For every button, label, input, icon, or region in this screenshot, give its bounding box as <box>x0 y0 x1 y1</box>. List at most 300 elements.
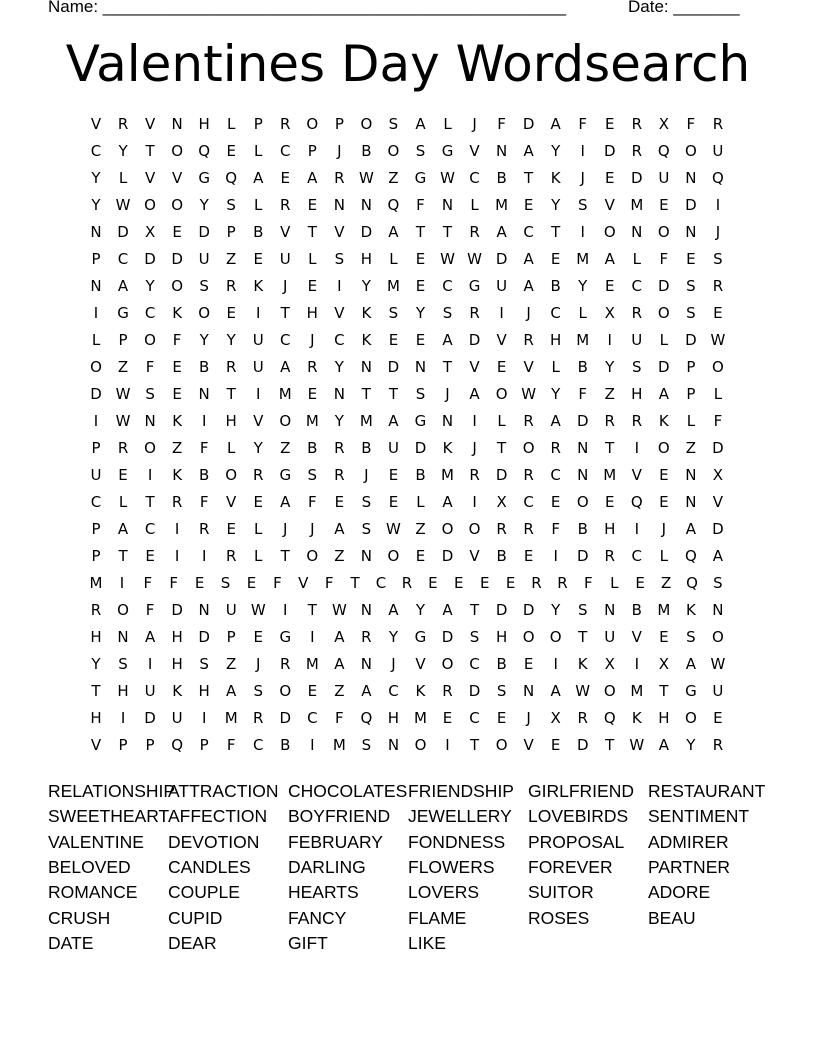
grid-row <box>84 114 744 141</box>
grid-letter: S <box>496 682 507 700</box>
word-list-item: CUPID <box>168 907 223 928</box>
grid-letter: M <box>495 196 509 214</box>
letter-grid <box>84 114 744 762</box>
grid-letter: Q <box>360 709 373 727</box>
grid-letter: O <box>144 439 156 457</box>
grid-letter: O <box>117 601 129 619</box>
grid-letter: F <box>497 115 506 133</box>
grid-letter: O <box>225 466 238 484</box>
word-list-item: FEBRUARY <box>288 831 383 852</box>
grid-letter: E <box>307 385 318 403</box>
grid-letter: E <box>388 493 399 511</box>
grid-letter: O <box>576 493 589 511</box>
word-list-item: CRUSH <box>48 907 111 928</box>
grid-letter: M <box>305 655 319 673</box>
grid-letter: X <box>144 223 156 241</box>
grid-letter: I <box>256 385 261 403</box>
grid-letter: T <box>145 142 155 160</box>
grid-letter: E <box>605 169 615 187</box>
grid-letter: Y <box>145 277 155 295</box>
grid-letter: D <box>441 547 454 565</box>
grid-letter: C <box>469 709 480 727</box>
grid-letter: A <box>361 682 372 700</box>
grid-letter: E <box>388 466 399 484</box>
grid-row <box>84 546 744 573</box>
grid-letter: N <box>360 358 372 376</box>
grid-letter: Y <box>91 655 101 673</box>
grid-letter: D <box>414 439 427 457</box>
grid-letter: B <box>361 439 372 457</box>
grid-letter: J <box>391 655 396 673</box>
grid-letter: I <box>310 736 315 754</box>
grid-row <box>84 600 744 627</box>
grid-row <box>84 330 744 357</box>
grid-letter: T <box>415 223 426 241</box>
grid-letter: J <box>445 385 450 403</box>
grid-letter: L <box>254 196 263 214</box>
grid-letter: E <box>523 655 534 673</box>
grid-letter: S <box>469 628 480 646</box>
grid-letter: E <box>550 250 561 268</box>
grid-letter: L <box>118 169 128 187</box>
grid-letter: N <box>577 439 589 457</box>
grid-letter: Y <box>551 385 561 403</box>
grid-letter: J <box>283 277 288 295</box>
grid-letter: F <box>273 574 282 592</box>
grid-letter: E <box>415 277 426 295</box>
grid-row <box>84 519 744 546</box>
grid-letter: X <box>604 304 615 322</box>
grid-letter: I <box>715 196 721 214</box>
grid-letter: D <box>279 709 292 727</box>
grid-letter: M <box>657 601 671 619</box>
grid-letter: S <box>686 277 696 295</box>
grid-letter: P <box>91 250 101 268</box>
grid-letter: E <box>550 493 561 511</box>
grid-letter: D <box>171 601 183 619</box>
grid-letter: C <box>144 520 156 538</box>
grid-letter: R <box>117 115 129 133</box>
grid-letter: N <box>631 223 643 241</box>
grid-letter: N <box>604 601 616 619</box>
grid-letter: E <box>118 466 128 484</box>
grid-letter: Y <box>253 439 263 457</box>
word-list-item: LIKE <box>408 932 446 953</box>
grid-letter: Z <box>388 169 399 187</box>
grid-letter: D <box>495 601 508 619</box>
grid-row <box>84 627 744 654</box>
grid-letter: R <box>557 574 568 592</box>
grid-letter: H <box>171 655 183 673</box>
grid-letter: Y <box>226 331 236 349</box>
word-list-item: FRIENDSHIP <box>408 781 514 801</box>
grid-letter: N <box>441 196 454 214</box>
grid-letter: Q <box>387 196 400 214</box>
grid-letter: O <box>522 628 535 646</box>
grid-letter: R <box>198 520 210 538</box>
grid-letter: D <box>495 466 508 484</box>
grid-letter: Y <box>199 331 209 349</box>
grid-row <box>84 384 744 411</box>
grid-letter: Y <box>91 169 101 187</box>
grid-letter: E <box>226 142 236 160</box>
grid-letter: E <box>605 115 615 133</box>
grid-letter: L <box>632 250 641 268</box>
grid-letter: D <box>468 682 481 700</box>
word-list-item: COUPLE <box>168 882 240 903</box>
grid-letter: E <box>280 169 290 187</box>
grid-letter: L <box>227 115 236 133</box>
grid-letter: N <box>495 142 508 160</box>
grid-letter: F <box>172 331 182 349</box>
grid-letter: N <box>90 277 102 295</box>
grid-letter: W <box>575 682 591 700</box>
grid-row <box>84 708 744 735</box>
grid-letter: N <box>117 628 129 646</box>
grid-letter: U <box>252 358 264 376</box>
grid-letter: D <box>495 250 508 268</box>
grid-letter: I <box>634 520 640 538</box>
grid-letter: U <box>712 142 724 160</box>
grid-letter: X <box>496 493 507 511</box>
word-list-item: DEAR <box>168 932 217 953</box>
grid-row <box>84 249 744 276</box>
grid-letter: J <box>715 223 721 241</box>
word-list-item: SUITOR <box>528 882 594 903</box>
grid-letter: O <box>171 196 184 214</box>
grid-letter: F <box>551 520 560 538</box>
grid-letter: H <box>306 304 318 322</box>
grid-letter: J <box>283 520 288 538</box>
grid-letter: L <box>389 250 398 268</box>
grid-letter: E <box>713 304 723 322</box>
grid-letter: O <box>495 385 508 403</box>
grid-letter: K <box>550 169 561 187</box>
grid-letter: I <box>310 628 315 646</box>
grid-letter: K <box>442 439 453 457</box>
grid-letter: F <box>143 574 153 592</box>
grid-letter: Y <box>686 736 696 754</box>
grid-letter: A <box>442 331 453 349</box>
word-list-item: LOVERS <box>408 882 479 903</box>
grid-letter: N <box>360 601 372 619</box>
grid-letter: S <box>361 493 372 511</box>
grid-letter: M <box>386 277 400 295</box>
grid-letter: O <box>712 358 724 376</box>
grid-letter: F <box>307 493 317 511</box>
grid-letter: A <box>685 655 696 673</box>
grid-row <box>84 681 744 708</box>
grid-letter: N <box>198 601 210 619</box>
grid-letter: Z <box>334 547 345 565</box>
grid-row <box>84 303 744 330</box>
grid-letter: P <box>91 520 101 538</box>
grid-letter: S <box>220 574 231 592</box>
grid-letter: M <box>576 331 590 349</box>
word-list-item: PROPOSAL <box>528 831 625 852</box>
grid-letter: R <box>253 709 264 727</box>
grid-letter: Z <box>117 358 129 376</box>
grid-letter: F <box>416 196 425 214</box>
grid-letter: R <box>631 115 643 133</box>
grid-letter: E <box>454 574 464 592</box>
grid-letter: U <box>658 169 670 187</box>
grid-letter: C <box>375 574 387 592</box>
grid-letter: D <box>360 223 373 241</box>
grid-letter: X <box>658 655 669 673</box>
grid-letter: G <box>279 466 292 484</box>
grid-letter: K <box>361 304 372 322</box>
grid-letter: E <box>659 196 669 214</box>
grid-letter: O <box>549 628 562 646</box>
grid-letter: F <box>324 574 334 592</box>
grid-letter: D <box>685 331 697 349</box>
grid-letter: J <box>526 709 531 727</box>
grid-letter: P <box>307 142 317 160</box>
grid-letter: R <box>577 709 588 727</box>
word-list-item: ATTRACTION <box>168 781 279 801</box>
word-list-item: CHOCOLATES <box>288 781 408 801</box>
grid-letter: D <box>522 601 535 619</box>
grid-letter: T <box>605 439 615 457</box>
grid-letter: P <box>91 439 101 457</box>
grid-letter: Z <box>280 439 291 457</box>
grid-letter: C <box>144 304 156 322</box>
grid-letter: N <box>523 682 535 700</box>
grid-letter: R <box>712 277 724 295</box>
grid-letter: E <box>496 709 507 727</box>
grid-letter: U <box>90 466 102 484</box>
grid-letter: C <box>469 655 480 673</box>
grid-letter: V <box>469 547 480 565</box>
grid-letter: E <box>442 709 453 727</box>
grid-letter: R <box>361 628 372 646</box>
grid-letter: P <box>199 736 209 754</box>
word-list-item: ADMIRER <box>648 831 729 852</box>
grid-letter: B <box>496 655 507 673</box>
grid-letter: C <box>550 304 561 322</box>
grid-letter: H <box>658 709 670 727</box>
grid-letter: G <box>198 169 210 187</box>
grid-letter: P <box>118 736 128 754</box>
grid-letter: B <box>280 736 291 754</box>
grid-row <box>84 735 744 762</box>
grid-letter: H <box>117 682 129 700</box>
grid-letter: J <box>337 142 342 160</box>
grid-letter: U <box>225 601 237 619</box>
grid-letter: C <box>307 709 318 727</box>
grid-letter: I <box>174 547 180 565</box>
grid-letter: C <box>550 466 561 484</box>
grid-letter: S <box>118 655 128 673</box>
word-list-item: FLOWERS <box>408 856 495 877</box>
grid-letter: G <box>414 412 427 430</box>
grid-letter: I <box>607 331 612 349</box>
grid-letter: E <box>659 628 669 646</box>
word-list-item: BEAU <box>648 907 696 928</box>
grid-letter: V <box>144 169 156 187</box>
grid-letter: T <box>307 223 317 241</box>
grid-letter: A <box>658 736 669 754</box>
grid-letter: O <box>603 223 616 241</box>
grid-letter: S <box>388 115 399 133</box>
grid-letter: H <box>360 250 373 268</box>
grid-letter: A <box>117 277 129 295</box>
grid-letter: R <box>604 547 615 565</box>
grid-letter: N <box>360 547 372 565</box>
grid-letter: P <box>226 223 236 241</box>
grid-letter: R <box>550 439 561 457</box>
grid-letter: M <box>603 466 617 484</box>
grid-letter: N <box>577 466 589 484</box>
grid-letter: L <box>443 115 452 133</box>
word-list-item: RELATIONSHIP <box>48 781 176 801</box>
grid-letter: F <box>335 709 344 727</box>
grid-letter: J <box>580 169 585 187</box>
grid-letter: A <box>685 520 696 538</box>
grid-letter: I <box>553 655 558 673</box>
grid-letter: O <box>495 736 508 754</box>
grid-row <box>84 438 744 465</box>
grid-letter: E <box>194 574 205 592</box>
date-field-label: Date: _______ <box>628 0 740 16</box>
grid-letter: R <box>531 574 542 592</box>
grid-letter: Z <box>604 385 615 403</box>
grid-letter: E <box>145 547 155 565</box>
grid-letter: H <box>198 682 210 700</box>
word-list-item: FONDNESS <box>408 831 506 852</box>
grid-letter: H <box>604 520 616 538</box>
grid-letter: U <box>252 331 264 349</box>
grid-letter: T <box>551 223 561 241</box>
grid-letter: E <box>307 682 318 700</box>
grid-letter: R <box>631 142 643 160</box>
grid-letter: L <box>610 574 619 592</box>
grid-letter: R <box>307 358 318 376</box>
grid-letter: V <box>631 628 642 646</box>
grid-letter: R <box>334 169 345 187</box>
word-list-item: GIFT <box>288 932 328 953</box>
grid-letter: X <box>550 709 561 727</box>
grid-letter: V <box>144 115 156 133</box>
grid-letter: Y <box>388 628 399 646</box>
grid-row <box>84 276 744 303</box>
grid-letter: V <box>712 493 724 511</box>
grid-letter: V <box>631 466 642 484</box>
grid-letter: E <box>415 331 426 349</box>
grid-letter: R <box>496 520 507 538</box>
word-list-item: SWEETHEART <box>48 806 170 827</box>
grid-letter: V <box>253 412 264 430</box>
grid-letter: W <box>440 169 455 187</box>
grid-letter: G <box>279 628 292 646</box>
grid-letter: O <box>306 115 319 133</box>
grid-letter: R <box>280 115 291 133</box>
grid-letter: T <box>350 574 360 592</box>
grid-letter: D <box>576 412 589 430</box>
grid-letter: B <box>253 223 264 241</box>
grid-letter: E <box>523 547 534 565</box>
grid-letter: S <box>686 304 696 322</box>
grid-letter: R <box>117 439 129 457</box>
grid-letter: K <box>415 682 426 700</box>
grid-letter: L <box>416 493 425 511</box>
grid-letter: E <box>550 736 561 754</box>
grid-letter: B <box>199 466 210 484</box>
grid-letter: V <box>415 655 426 673</box>
grid-letter: I <box>93 412 99 430</box>
grid-letter: Z <box>171 439 183 457</box>
grid-letter: H <box>225 412 237 430</box>
grid-letter: A <box>334 655 345 673</box>
grid-letter: H <box>495 628 508 646</box>
grid-letter: S <box>334 250 345 268</box>
grid-letter: V <box>334 304 345 322</box>
grid-letter: P <box>91 547 101 565</box>
grid-letter: F <box>578 385 588 403</box>
grid-letter: E <box>307 277 318 295</box>
grid-letter: N <box>685 169 697 187</box>
word-list-item: FLAME <box>408 907 467 928</box>
grid-letter: A <box>226 682 237 700</box>
grid-letter: W <box>250 601 266 619</box>
grid-letter: M <box>278 385 292 403</box>
grid-letter: S <box>226 196 236 214</box>
grid-letter: A <box>117 520 129 538</box>
grid-letter: L <box>254 142 263 160</box>
grid-letter: T <box>578 628 588 646</box>
grid-letter: E <box>388 331 399 349</box>
grid-letter: B <box>496 547 507 565</box>
grid-letter: S <box>713 574 723 592</box>
word-list-item: RESTAURANT <box>648 781 766 801</box>
grid-letter: L <box>713 385 723 403</box>
grid-letter: U <box>712 682 724 700</box>
grid-letter: U <box>144 682 156 700</box>
grid-letter: Q <box>684 547 697 565</box>
grid-letter: O <box>279 682 292 700</box>
grid-letter: I <box>147 466 153 484</box>
grid-letter: U <box>198 250 210 268</box>
grid-row <box>84 654 744 681</box>
word-list-item: DATE <box>48 932 94 953</box>
grid-letter: Q <box>712 169 724 187</box>
grid-letter: I <box>201 547 207 565</box>
grid-letter: O <box>441 520 454 538</box>
grid-letter: W <box>440 250 455 268</box>
grid-letter: V <box>298 574 309 592</box>
grid-letter: V <box>523 736 534 754</box>
grid-letter: N <box>685 493 697 511</box>
grid-letter: A <box>523 250 534 268</box>
grid-letter: L <box>254 520 263 538</box>
grid-letter: C <box>523 223 534 241</box>
grid-letter: D <box>576 736 589 754</box>
grid-letter: A <box>550 115 561 133</box>
grid-letter: V <box>334 223 345 241</box>
word-list-item: FOREVER <box>528 856 613 877</box>
grid-letter: A <box>144 628 156 646</box>
grid-letter: M <box>332 736 346 754</box>
grid-letter: D <box>712 520 724 538</box>
grid-letter: Y <box>551 142 561 160</box>
grid-letter: M <box>305 412 319 430</box>
grid-letter: A <box>550 682 561 700</box>
grid-letter: F <box>584 574 593 592</box>
grid-letter: E <box>415 547 426 565</box>
grid-letter: K <box>577 655 588 673</box>
grid-letter: I <box>283 601 288 619</box>
